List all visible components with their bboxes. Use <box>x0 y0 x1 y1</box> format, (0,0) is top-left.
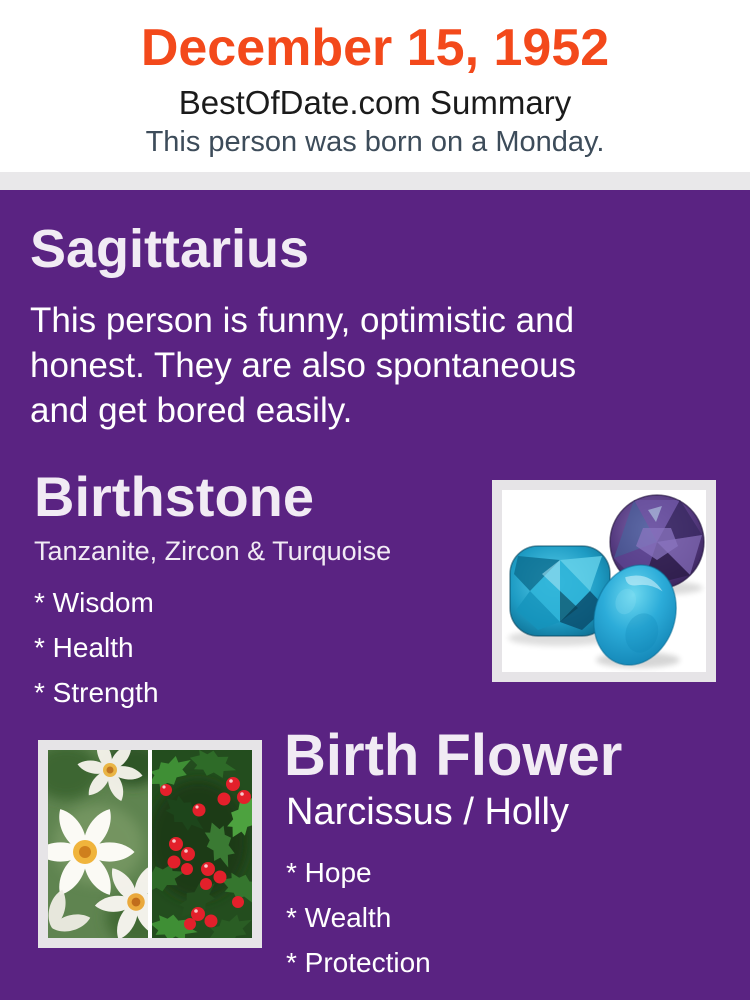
date-title: December 15, 1952 <box>140 19 610 77</box>
zodiac-description: This person is funny, optimistic and honest. They are also spontaneous and get bored easily. <box>30 301 577 430</box>
gemstones-photo <box>492 480 716 682</box>
born-weekday-line: This person was born on a Monday. <box>145 126 605 158</box>
site-summary-title: BestOfDate.com Summary <box>178 84 572 121</box>
birth-flower-image <box>48 750 252 938</box>
birthstone-names: Tanzanite, Zircon & Turquoise <box>34 536 392 566</box>
birth-flower-trait: * Protection <box>286 947 431 978</box>
gemstones-image <box>502 490 706 672</box>
divider-bar <box>0 172 750 190</box>
birth-flower-names: Narcissus / Holly <box>286 791 569 833</box>
birthstone-trait: * Wisdom <box>34 587 154 618</box>
birthstone-trait: * Strength <box>34 677 159 708</box>
birth-flower-heading: Birth Flower <box>284 723 623 788</box>
birthstone-trait: * Health <box>34 632 134 663</box>
photo-divider <box>148 750 152 938</box>
zodiac-sign-heading: Sagittarius <box>30 219 310 279</box>
holly-photo <box>135 750 252 938</box>
summary-panel <box>0 190 750 1000</box>
birth-flower-trait: * Hope <box>286 857 372 888</box>
birth-flower-trait: * Wealth <box>286 902 392 933</box>
birthstone-heading: Birthstone <box>34 465 314 528</box>
birth-flower-photo <box>38 740 262 948</box>
